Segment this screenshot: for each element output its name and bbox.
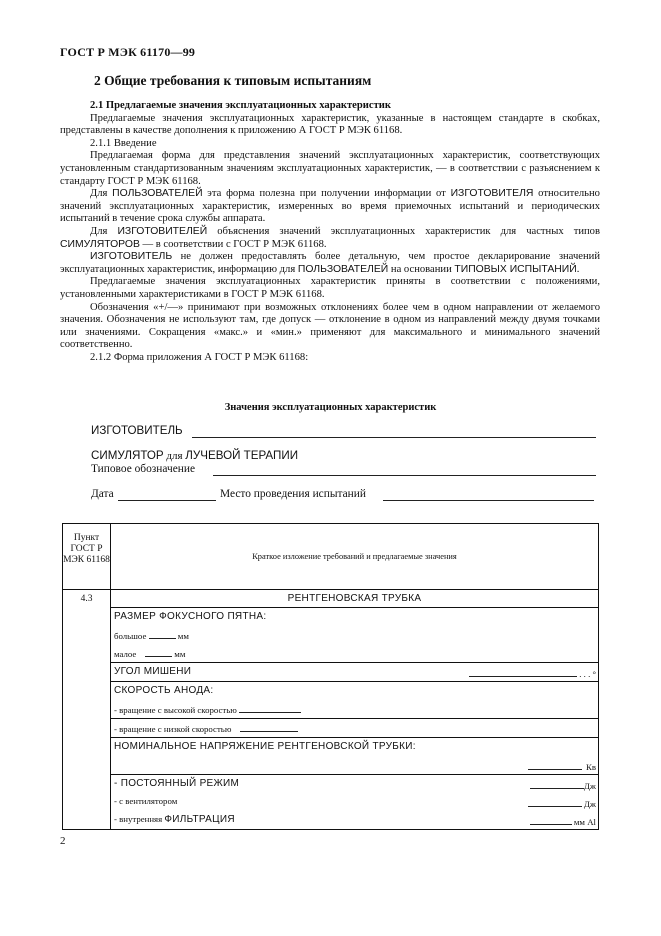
clause-header: Пункт ГОСТ Р МЭК 61168 — [63, 524, 111, 590]
constant-mode-row: - ПОСТОЯННЫЙ РЕЖИМ Дж — [114, 778, 596, 791]
anode-high-row: - вращение с высокой скоростью — [111, 700, 598, 719]
with-fan-field[interactable] — [528, 797, 582, 807]
constant-mode-field[interactable] — [530, 779, 584, 789]
type-designation-field[interactable] — [213, 475, 596, 476]
para-users: Для ПОЛЬЗОВАТЕЛЕЙ эта форма полезна при получении информации от ИЗГОТОВИТЕЛЯ относительно значений эксплуатационных характеристик, измеренных во время приемочных испытаний и периодических испытаний в течение срока службы аппарата. — [60, 188, 600, 225]
anode-low-row: - вращение с низкой скоростью — [111, 719, 598, 738]
nominal-voltage-value-row: Кв — [111, 756, 598, 775]
clause-number: 4.3 — [63, 590, 111, 830]
type-designation-label: Типовое обозначение — [91, 463, 196, 475]
simulator-label: СИМУЛЯТОР для ЛУЧЕВОЙ ТЕРАПИИ — [91, 449, 299, 462]
section-title: 2 Общие требования к типовым испытаниям — [94, 73, 372, 88]
requirements-cell — [111, 590, 599, 830]
date-label: Дата — [91, 488, 114, 500]
para-2-1-body: Предлагаемые значения эксплуатационных характеристик, указанные в настоящем стандарте в скобках, представлены в качестве дополнения к приложению А ГОСТ Р МЭК 61168. — [60, 112, 600, 137]
form-title: Значения эксплуатационных характеристик — [224, 402, 437, 413]
focal-small-row: малое мм — [111, 644, 598, 663]
para-2-1-1-title: 2.1.1 Введение — [90, 137, 157, 149]
focal-large-field[interactable] — [149, 629, 176, 639]
body-text — [60, 100, 600, 364]
para-accepted-values: Предлагаемые значения эксплуатационных характеристик приняты в соответствии с положениями, установленными характеристиками в ГОСТ Р МЭК 61168. — [60, 276, 600, 300]
page-number: 2 — [60, 835, 66, 847]
para-2-1-title: 2.1 Предлагаемые значения эксплуатационных характеристик — [90, 100, 391, 111]
manufacturer-field[interactable] — [192, 437, 596, 438]
manufacturer-label: ИЗГОТОВИТЕЛЬ — [91, 424, 183, 437]
anode-speed-row: СКОРОСТЬ АНОДА: — [114, 685, 214, 696]
date-field[interactable] — [118, 500, 216, 501]
nominal-voltage-field[interactable] — [528, 760, 582, 770]
anode-high-field[interactable] — [239, 703, 301, 713]
focal-small-field[interactable] — [145, 647, 172, 657]
focal-spot-row: РАЗМЕР ФОКУСНОГО ПЯТНА: — [114, 611, 267, 622]
para-manufacturers: Для ИЗГОТОВИТЕЛЕЙ объяснения значений эксплуатационных характеристик для частных типов СИМУЛЯТОРОВ — в соответствии с ГОСТ Р МЭК 61168. — [60, 225, 600, 250]
test-place-label: Место проведения испытаний — [220, 488, 366, 500]
xray-tube-row: РЕНТГЕНОВСКАЯ ТРУБКА — [111, 590, 598, 608]
internal-filtration-field[interactable] — [530, 815, 572, 825]
para-2-1-2: 2.1.2 Форма приложения А ГОСТ Р МЭК 61168: — [90, 351, 309, 363]
para-notation: Обозначения «+/—» принимают при возможных отклонениях более чем в одном направлении от желаемого значения. Обозначения не используют там, где допуск — отклонение в одном из направлений между двумя точками или значениями. Сокращения «макс.» и «мин.» применяют для максимального и минимального значений соответственно. — [60, 301, 600, 351]
anode-low-field[interactable] — [240, 722, 298, 732]
nominal-voltage-row: НОМИНАЛЬНОЕ НАПРЯЖЕНИЕ РЕНТГЕНОВСКОЙ ТРУБКИ: — [114, 741, 416, 752]
document-header: ГОСТ Р МЭК 61170—99 — [60, 45, 196, 59]
para-manufacturer-obligation: ИЗГОТОВИТЕЛЬ не должен предоставлять более детальную, чем простое декларирование значений эксплуатационных характеристик, информацию для ПОЛЬЗОВАТЕЛЕЙ на основании ТИПОВЫХ ИСПЫТАНИЙ. — [60, 251, 600, 275]
target-angle-row: УГОЛ МИШЕНИ . . . ° — [111, 663, 598, 682]
target-angle-field[interactable] — [469, 667, 577, 677]
internal-filtration-row: - внутренняя ФИЛЬТРАЦИЯ мм Al — [114, 814, 596, 827]
focal-large-row: большое мм — [114, 631, 189, 641]
with-fan-row: - с вентилятором Дж — [114, 796, 596, 809]
requirements-header: Краткое изложение требований и предлагаемые значения — [111, 524, 599, 590]
para-intro-body: Предлагаемая форма для представления значений эксплуатационных характеристик, соответствующих установленным стандартизованным значениям эксплуатационных характеристик, — в соответствии с разъяснением к стандарту ГОСТ Р МЭК 61168. — [60, 150, 600, 187]
test-place-field[interactable] — [383, 500, 594, 501]
requirements-table — [62, 523, 599, 830]
